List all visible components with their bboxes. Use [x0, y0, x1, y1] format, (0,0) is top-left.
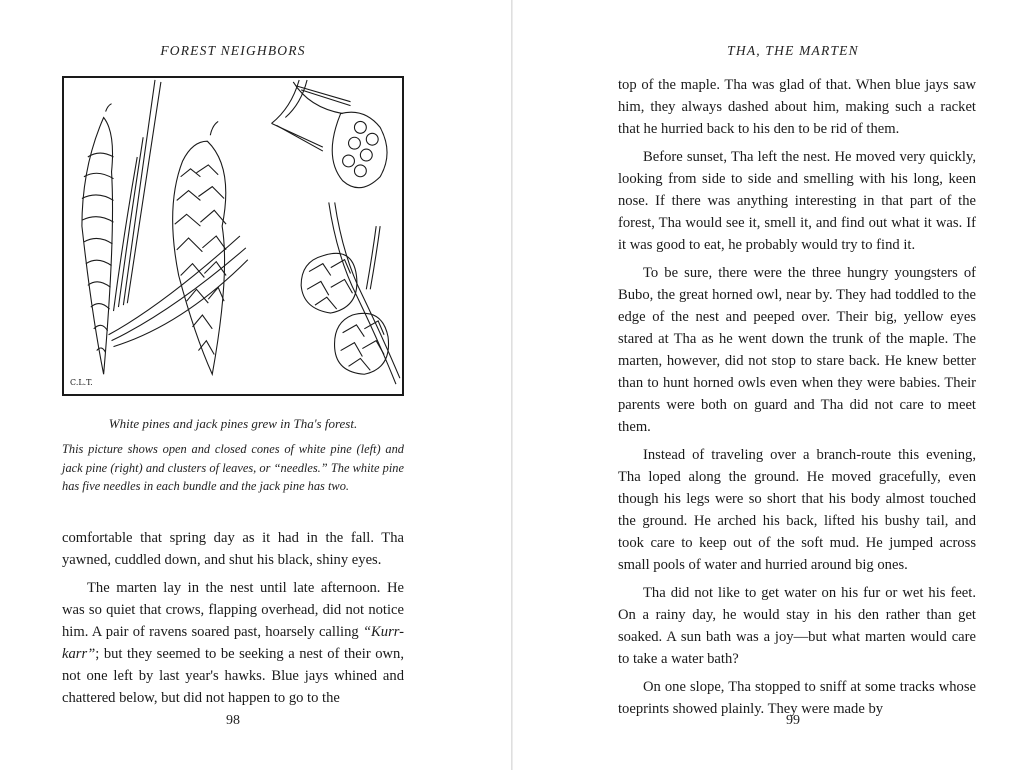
- right-body-text: [618, 74, 976, 726]
- right-page: [513, 0, 1025, 770]
- paragraph: To be sure, there were the three hungry youngsters of Bubo, the great horned owl, near by. They had toddled to the edge of the nest and peeped over. Their big, yellow eyes stared at Tha as he went down the trunk of the maple. The marten, however, did not stop to stare back. He knew better than to hunt horned owls even when they were babies. Their parents were both on guard and Tha did not care to meet them.: [618, 265, 976, 435]
- pine-cones-illustration: [62, 76, 404, 396]
- figure-caption-body: This picture shows open and closed cones of white pine (left) and jack pine (right) and clusters of leaves, or “needles.” The white pine has five needles in each bundle and the jack pine has two.: [62, 442, 404, 493]
- illustrator-signature: C.L.T.: [70, 378, 93, 388]
- paragraph: Before sunset, Tha left the nest. He moved very quickly, looking from side to side and smelling with his long, keen nose. If there was anything interesting in that part of the forest, Tha would see it, smell it, and find out what it was. If it was good to eat, he probably would try to find it.: [618, 149, 976, 253]
- left-body-text: [62, 527, 404, 715]
- left-page: [0, 0, 511, 770]
- page-number-left: 98: [226, 713, 240, 728]
- paragraph: comfortable that spring day as it had in the fall. Tha yawned, cuddled down, and shut his black, shiny eyes.: [62, 530, 404, 568]
- pine-cones-drawing: [64, 78, 402, 394]
- page-number-right: 99: [786, 713, 800, 728]
- paragraph: [62, 577, 404, 709]
- paragraph-part: The marten lay in the nest until late afternoon. He was so quiet that crows, flapping overhead, did not notice him. A pair of ravens soared past, hoarsely calling: [62, 580, 404, 640]
- raven-call-text: “Kurr-karr”: [62, 624, 405, 662]
- paragraph: Tha did not like to get water on his fur or wet his feet. On a rainy day, he would stay in his den rather than get soaked. A sun bath was a joy—but what marten would care to take a water bath?: [618, 585, 976, 667]
- running-head-left: FOREST NEIGHBORS: [160, 43, 306, 58]
- paragraph: top of the maple. Tha was glad of that. When blue jays saw him, they always dashed about him, making such a racket that he hurried back to his den to be rid of them.: [618, 77, 976, 137]
- paragraph: Instead of traveling over a branch-route this evening, Tha loped along the ground. He moved gracefully, even though his legs were so short that his body almost touched the ground. He arched his back, lifted his bushy tail, and took care to keep out of the soft mud. He jumped across small pools of water and hurried around big ones.: [618, 447, 976, 573]
- paragraph: On one slope, Tha stopped to sniff at some tracks whose toeprints showed plainly. They were made by: [618, 679, 976, 717]
- figure-caption-title: White pines and jack pines grew in Tha's forest.: [108, 416, 358, 431]
- paragraph-part: ; but they seemed to be seeking a nest of their own, not one left by last year's hawks. Blue jays whined and chattered below, but did not happen to go to the: [62, 646, 404, 706]
- running-head-right: THA, THE MARTEN: [727, 43, 859, 58]
